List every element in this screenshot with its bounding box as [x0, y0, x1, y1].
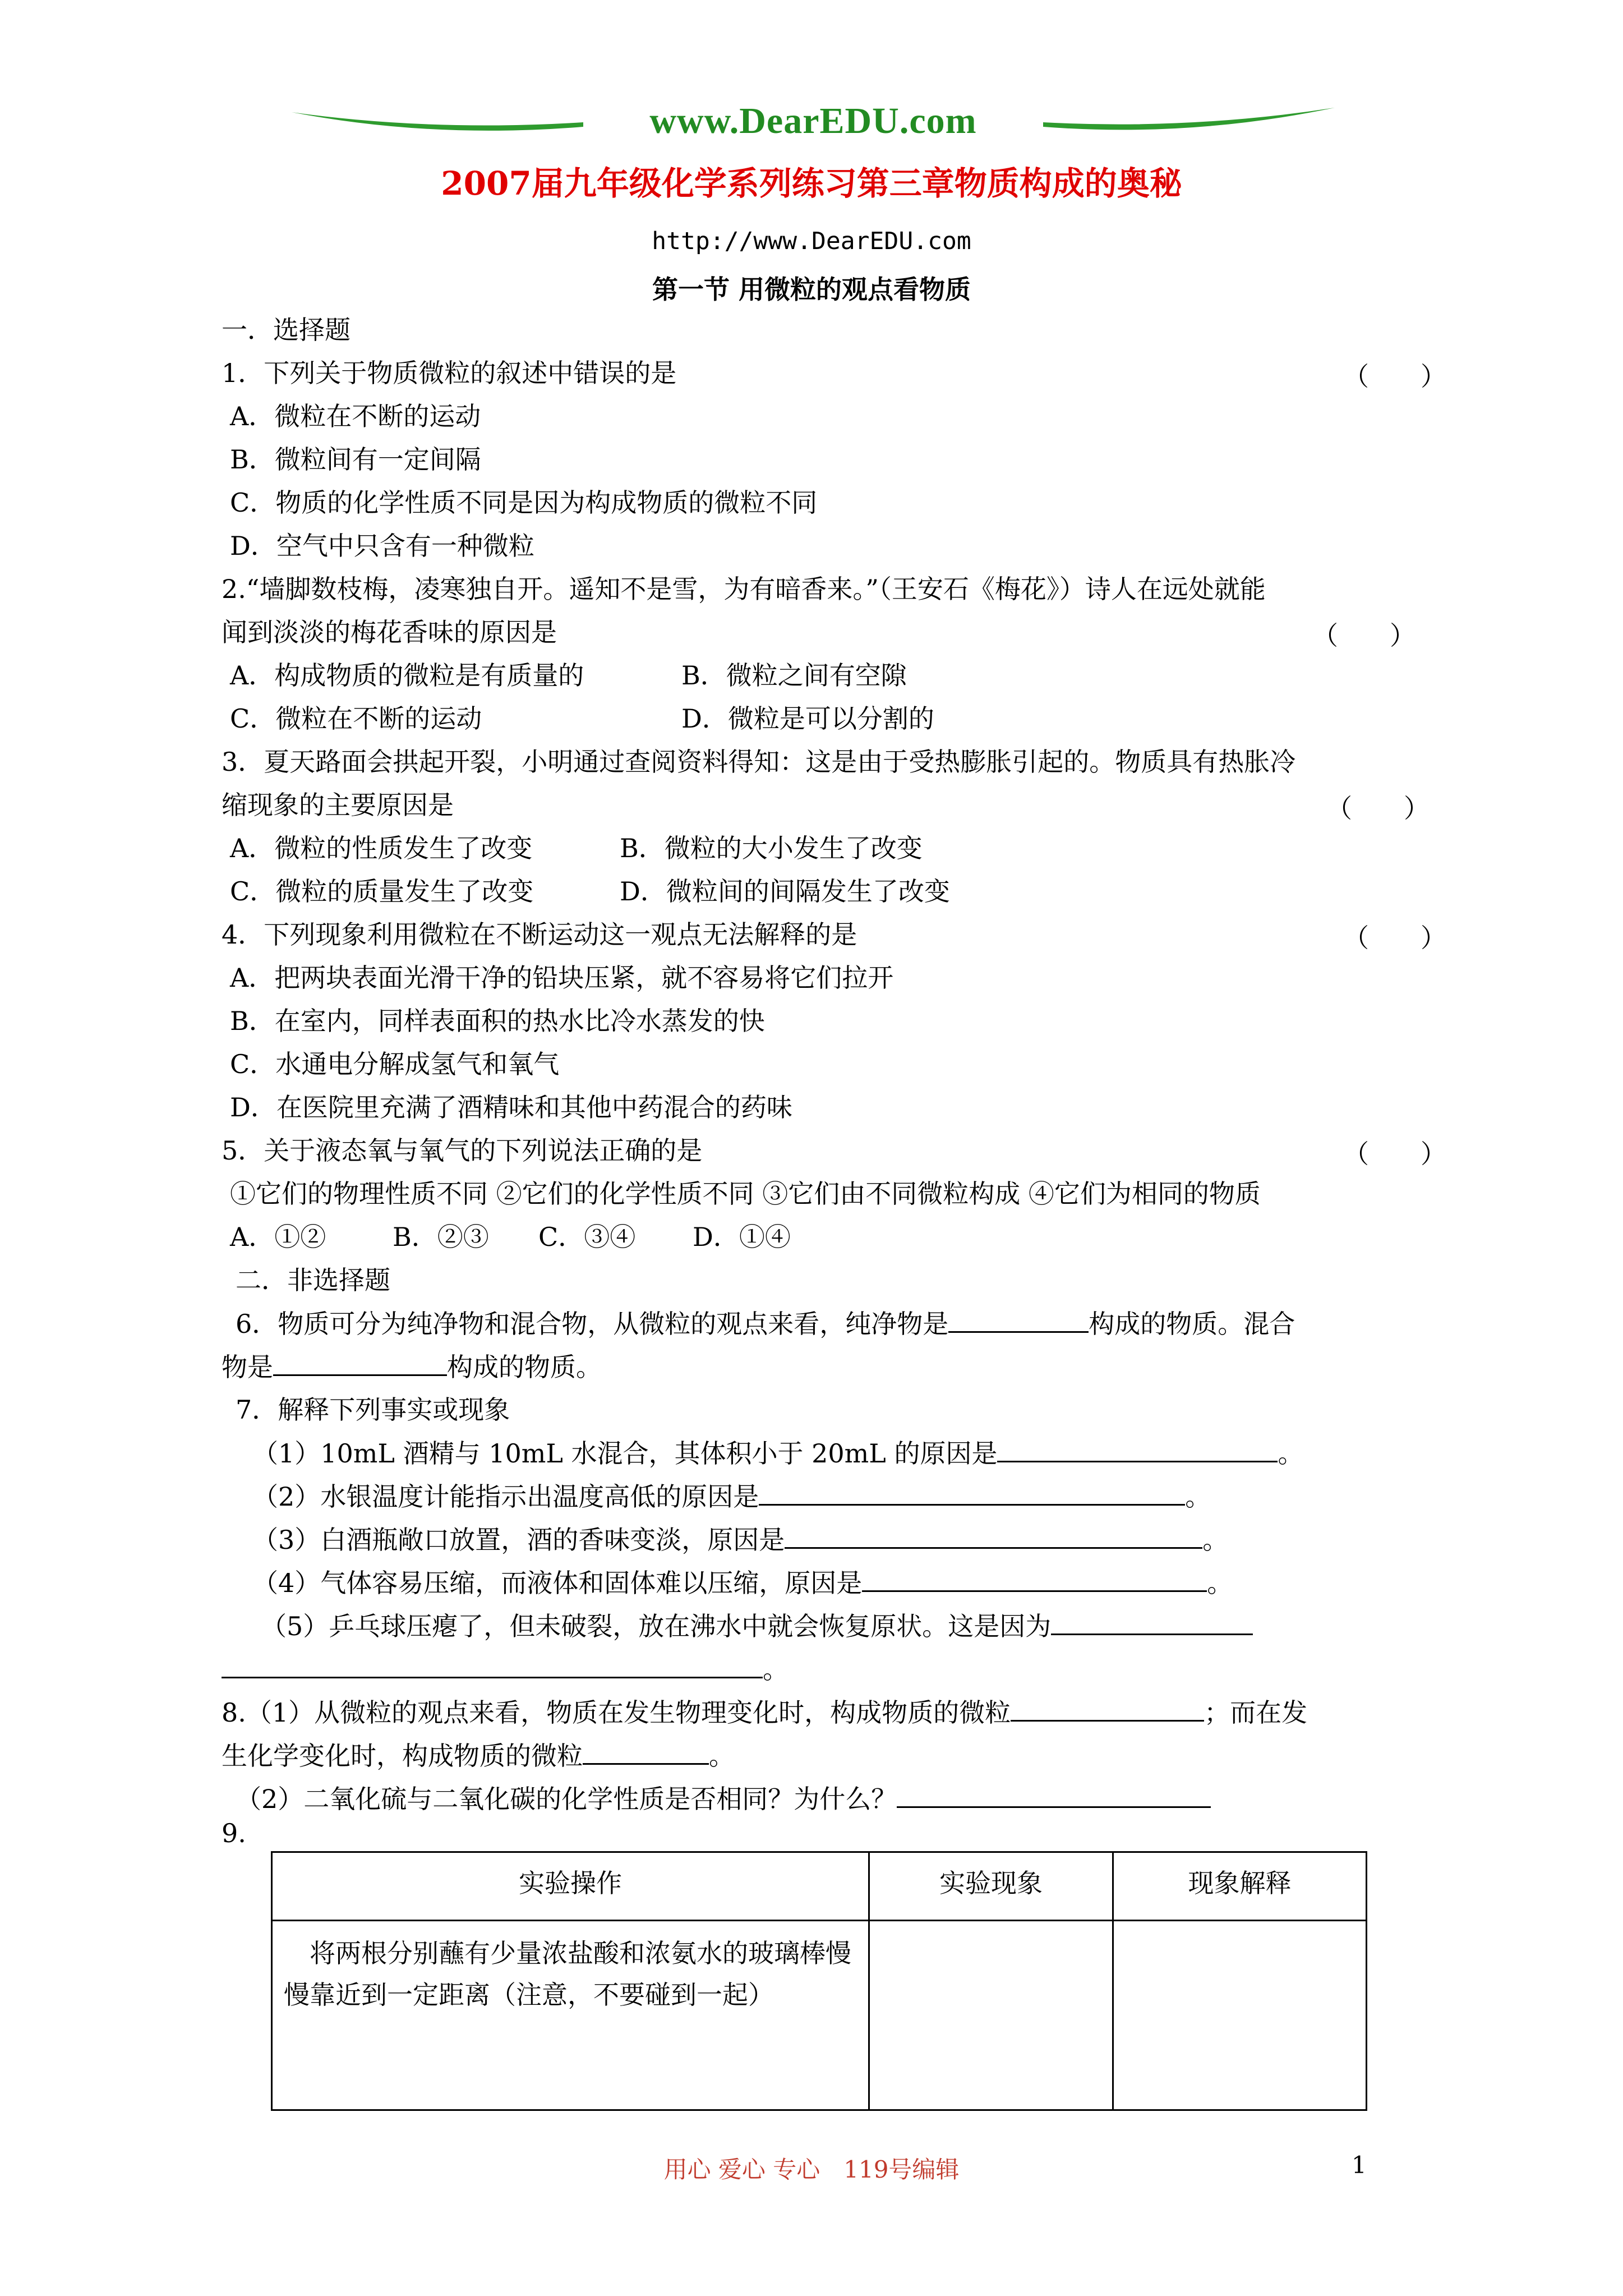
q7-sub3 [252, 1522, 1228, 1557]
q7-sub2-text: （2）水银温度计能指示出温度高低的原因是 [252, 1481, 759, 1512]
q1-option-c: C．物质的化学性质不同是因为构成物质的微粒不同 [230, 487, 818, 518]
q7-sub3-end: 。 [1202, 1525, 1229, 1555]
q2-answer-paren[interactable]: （ ） [1312, 620, 1415, 651]
q8-text-a: 8.（1）从微粒的观点来看，物质在发生物理变化时，构成物质的微粒 [222, 1697, 1011, 1728]
operation-cell: 将两根分别蘸有少量浓盐酸和浓氨水的玻璃棒慢慢靠近到一定距离（注意，不要碰到一起） [272, 1921, 869, 2110]
q3-option-c: C．微粒的质量发生了改变 [230, 876, 534, 907]
part2-label: 二．非选择题 [236, 1265, 390, 1295]
q8-blank-3[interactable] [897, 1782, 1211, 1808]
q5-option-c: C．③④ [538, 1222, 636, 1252]
site-url[interactable]: http://www.DearEDU.com [652, 227, 971, 255]
q9-label: 9. [222, 1818, 246, 1848]
q6-blank-2[interactable] [273, 1350, 447, 1376]
q1-option-b: B．微粒间有一定间隔 [230, 444, 481, 475]
q7-sub2 [252, 1479, 1211, 1513]
q7-sub3-text: （3）白酒瓶敞口放置，酒的香味变淡，原因是 [252, 1525, 785, 1555]
q8-text-e: （2）二氧化硫与二氧化碳的化学性质是否相同？为什么？ [236, 1784, 897, 1814]
q5-option-a: A．①② [230, 1222, 326, 1252]
q4-stem: 4．下列现象利用微粒在不断运动这一观点无法解释的是 [222, 919, 857, 950]
q4-option-c: C．水通电分解成氢气和氧气 [230, 1049, 560, 1079]
q5-statements: ①它们的物理性质不同 ②它们的化学性质不同 ③它们由不同微粒构成 ④它们为相同的物质 [230, 1179, 1261, 1209]
q3-answer-paren[interactable]: （ ） [1326, 793, 1430, 823]
q7-sub4-end: 。 [1207, 1568, 1233, 1598]
q3-stem-line2: 缩现象的主要原因是 [222, 790, 454, 820]
q5-option-d: D．①④ [693, 1222, 791, 1252]
q7-sub2-end: 。 [1185, 1481, 1211, 1512]
page-number: 1 [1352, 2151, 1367, 2179]
q7-sub4 [252, 1566, 1233, 1600]
q7-sub5-end: 。 [763, 1654, 789, 1685]
header-banner [292, 90, 1335, 157]
q1-option-d: D．空气中只含有一种微粒 [230, 531, 534, 561]
q2-stem-line1: 2.“墙脚数枝梅，凌寒独自开。遥知不是雪，为有暗香来。”（王安石《梅花》）诗人在远处就能 [222, 574, 1266, 604]
q4-answer-paren[interactable]: （ ） [1343, 923, 1446, 953]
experiment-table [271, 1851, 1367, 2111]
q7-sub1-blank[interactable] [997, 1436, 1278, 1462]
q8-line3 [236, 1782, 1211, 1816]
q6-line1 [236, 1306, 1295, 1341]
q3-stem-line1: 3．夏天路面会拱起开裂，小明通过查阅资料得知：这是由于受热膨胀引起的。物质具有热胀冷 [222, 747, 1296, 777]
q7-stem: 7．解释下列事实或现象 [236, 1395, 510, 1425]
q7-sub4-blank[interactable] [862, 1566, 1207, 1592]
table-header-row [272, 1852, 1367, 1921]
q3-option-b: B．微粒的大小发生了改变 [620, 833, 923, 863]
q4-option-b: B．在室内，同样表面积的热水比冷水蒸发的快 [230, 1006, 765, 1036]
q7-sub1-end: 。 [1278, 1438, 1304, 1469]
q4-option-d: D．在医院里充满了酒精味和其他中药混合的药味 [230, 1092, 792, 1122]
q7-sub5 [261, 1609, 1253, 1643]
q2-option-c: C．微粒在不断的运动 [230, 703, 482, 734]
header-explanation: 现象解释 [1113, 1852, 1367, 1921]
q6-text-d: 构成的物质。 [447, 1352, 602, 1382]
explanation-cell[interactable] [1113, 1921, 1367, 2110]
q5-option-b: B．②③ [393, 1222, 489, 1252]
brand-logo-text: www.DearEDU.com [649, 100, 977, 141]
q8-line2 [222, 1738, 735, 1773]
q2-option-d: D．微粒是可以分割的 [681, 703, 934, 734]
q5-stem: 5．关于液态氧与氧气的下列说法正确的是 [222, 1135, 703, 1166]
phenomenon-cell[interactable] [869, 1921, 1113, 2110]
q7-sub4-text: （4）气体容易压缩，而液体和固体难以压缩，原因是 [252, 1568, 863, 1598]
q7-sub3-blank[interactable] [785, 1522, 1202, 1549]
q3-option-a: A．微粒的性质发生了改变 [230, 833, 533, 863]
q2-option-b: B．微粒之间有空隙 [681, 660, 907, 691]
q6-text-c: 物是 [222, 1352, 273, 1382]
q8-text-b: ；而在发 [1204, 1697, 1308, 1728]
q7-sub5-text: （5）乒乓球压瘪了，但未破裂，放在沸水中就会恢复原状。这是因为 [261, 1611, 1052, 1641]
q1-option-a: A．微粒在不断的运动 [230, 401, 481, 431]
q7-sub2-blank[interactable] [759, 1479, 1185, 1506]
header-operation: 实验操作 [272, 1852, 869, 1921]
q1-answer-paren[interactable]: （ ） [1343, 361, 1446, 392]
part1-label: 一．选择题 [222, 315, 351, 345]
q7-sub1 [252, 1436, 1303, 1470]
q7-sub1-text: （1）10mL 酒精与 10mL 水混合，其体积小于 20mL 的原因是 [252, 1438, 998, 1469]
q8-line1 [222, 1695, 1307, 1729]
q6-text-b: 构成的物质。混合 [1089, 1309, 1295, 1339]
footer-text: 用心 爱心 专心 119号编辑 [663, 2156, 960, 2183]
q2-option-a: A．构成物质的微粒是有质量的 [230, 660, 584, 691]
q8-text-c: 生化学变化时，构成物质的微粒 [222, 1741, 583, 1771]
q4-option-a: A．把两块表面光滑干净的铅块压紧，就不容易将它们拉开 [230, 963, 894, 993]
q7-sub5-cont [222, 1652, 789, 1686]
q1-stem: 1．下列关于物质微粒的叙述中错误的是 [222, 358, 677, 388]
header-phenomenon: 实验现象 [869, 1852, 1113, 1921]
q6-blank-1[interactable] [948, 1306, 1089, 1333]
q8-blank-1[interactable] [1011, 1695, 1204, 1722]
table-row [272, 1921, 1367, 2110]
section-heading: 第一节 用微粒的观点看物质 [652, 274, 971, 305]
q7-sub5-blank-2[interactable] [222, 1652, 763, 1678]
q6-line2 [222, 1350, 602, 1384]
q5-answer-paren[interactable]: （ ） [1343, 1139, 1446, 1169]
q8-text-d: 。 [709, 1741, 735, 1771]
q6-text-a: 6．物质可分为纯净物和混合物，从微粒的观点来看，纯净物是 [236, 1309, 949, 1339]
q3-option-d: D．微粒间的间隔发生了改变 [620, 876, 950, 907]
q8-blank-2[interactable] [583, 1738, 709, 1765]
page-title: 2007届九年级化学系列练习第三章物质构成的奥秘 [441, 164, 1182, 203]
q2-stem-line2: 闻到淡淡的梅花香味的原因是 [222, 617, 557, 647]
q7-sub5-blank[interactable] [1051, 1609, 1253, 1635]
